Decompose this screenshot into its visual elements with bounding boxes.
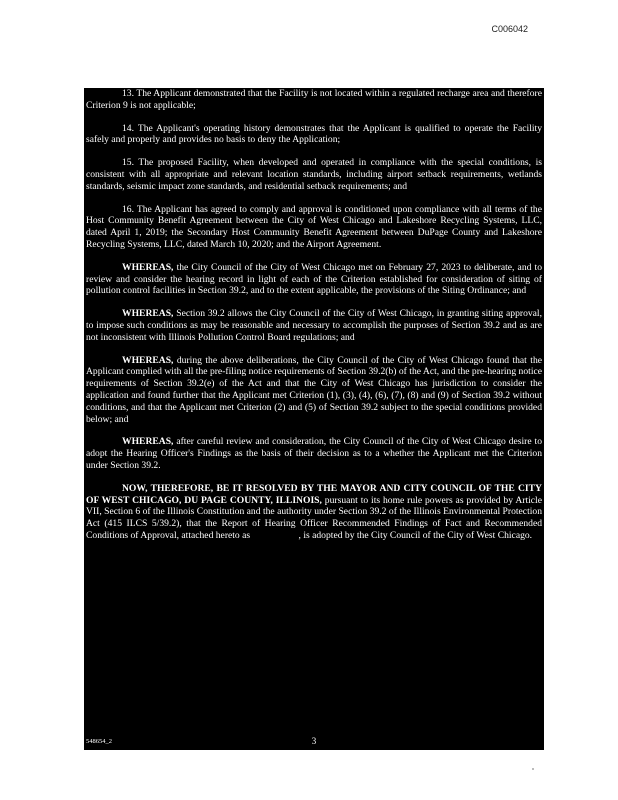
page-number: 3 bbox=[311, 736, 317, 747]
whereas-adopt bbox=[86, 436, 542, 471]
paragraph-lead: WHEREAS, bbox=[122, 261, 174, 273]
paragraph-15 bbox=[86, 157, 542, 192]
paragraph-text: during the above deliberations, the City Council of the City of West Chicago found that the Applicant complied with all the pre-filing notice requirements of Section 39.2(b) of the Act, and the pre-hearing notice requirements of Section 39.2(e) of the Act and that the City of West Chicago has jurisdiction to consider the application and found further that the Applicant met Criterion (1), (3), (4), (6), (7), (8) and (9) of Section 39.2 without conditions, and that the Applicant met Criterion (2) and (5) of Section 39.2 subject to the special conditions provided below; and bbox=[86, 354, 542, 425]
redacted-exhibit bbox=[253, 531, 299, 540]
paragraph-text: the City Council of the City of West Chicago met on February 27, 2023 to deliberate, and to review and consider the hearing record in light of each of the Criterion established for consideration of siting of pollution control facilities in Section 39.2, and to the extent applicable, the provisions of the Siting Ordinance; and bbox=[86, 261, 542, 297]
scan-speck bbox=[532, 768, 534, 770]
paragraph-lead: WHEREAS, bbox=[122, 308, 174, 320]
paragraph-text: pursuant to its home rule powers as provided by Article VII, Section 6 of the Illinois Constitution and the authority under Section 39.2 of the Illinois Environmental Protection Act (415 ILCS 5/39.2), that the Report of Hearing Officer Recommended Findings of Fact and Recommended Conditions of Approval, attached hereto as bbox=[86, 494, 542, 541]
resolution-paragraph bbox=[86, 483, 542, 542]
paragraph-lead: WHEREAS, bbox=[122, 436, 174, 448]
paragraph-text: 14. The Applicant's operating history demonstrates that the Applicant is qualified to operate the Facility safely and properly and provides no basis to deny the Application; bbox=[86, 122, 542, 146]
paragraph-13 bbox=[86, 88, 542, 112]
whereas-deliberation bbox=[86, 262, 542, 297]
whereas-findings bbox=[86, 355, 542, 426]
paragraph-16 bbox=[86, 204, 542, 251]
paragraph-14 bbox=[86, 123, 542, 147]
document-id: C006042 bbox=[491, 24, 528, 34]
paragraph-text: Section 39.2 allows the City Council of the City of West Chicago, in granting siting approval, to impose such conditions as may be reasonable and necessary to accomplish the purposes of Section 39.2 and as are not inconsistent with Illinois Pollution Control Board regulations; and bbox=[86, 308, 542, 343]
whereas-conditions bbox=[86, 308, 542, 343]
paragraph-text: after careful review and consideration, the City Council of the City of West Chicago desire to adopt the Hearing Officer's Findings as the basis of their decision as to a whether the Applicant met the Criterion under Section 39.2. bbox=[86, 436, 542, 471]
paragraph-text: 15. The proposed Facility, when developed and operated in compliance with the special conditions, is consistent with all appropriate and relevant location standards, including airport setback requirements, wetlands standards, seismic impact zone standards, and residential setback requirements; and bbox=[86, 157, 542, 192]
paragraph-lead: WHEREAS, bbox=[122, 354, 174, 366]
paragraph-text: 16. The Applicant has agreed to comply and approval is conditioned upon compliance with all terms of the Host Community Benefit Agreement between the City of West Chicago and Lakeshore Recycling Systems, LLC, dated April 1, 2019; the Secondary Host Community Benefit Agreement between DuPage County and Lakeshore Recycling Systems, LLC, dated March 10, 2020; and the Airport Agreement. bbox=[86, 203, 542, 250]
paragraph-lead: NOW, THEREFORE, BE IT RESOLVED BY THE MAYOR AND CITY COUNCIL OF THE CITY OF WEST CHICAGO, DU PAGE COUNTY, ILLINOIS, bbox=[86, 482, 542, 506]
paragraph-text: 13. The Applicant demonstrated that the Facility is not located within a regulated recharge area and therefore Criterion 9 is not applicable; bbox=[86, 88, 542, 111]
footer-doc-code: 548654_2 bbox=[86, 738, 112, 745]
paragraph-tail: , is adopted by the City Council of the City of West Chicago. bbox=[298, 529, 533, 541]
document-page bbox=[84, 88, 544, 750]
